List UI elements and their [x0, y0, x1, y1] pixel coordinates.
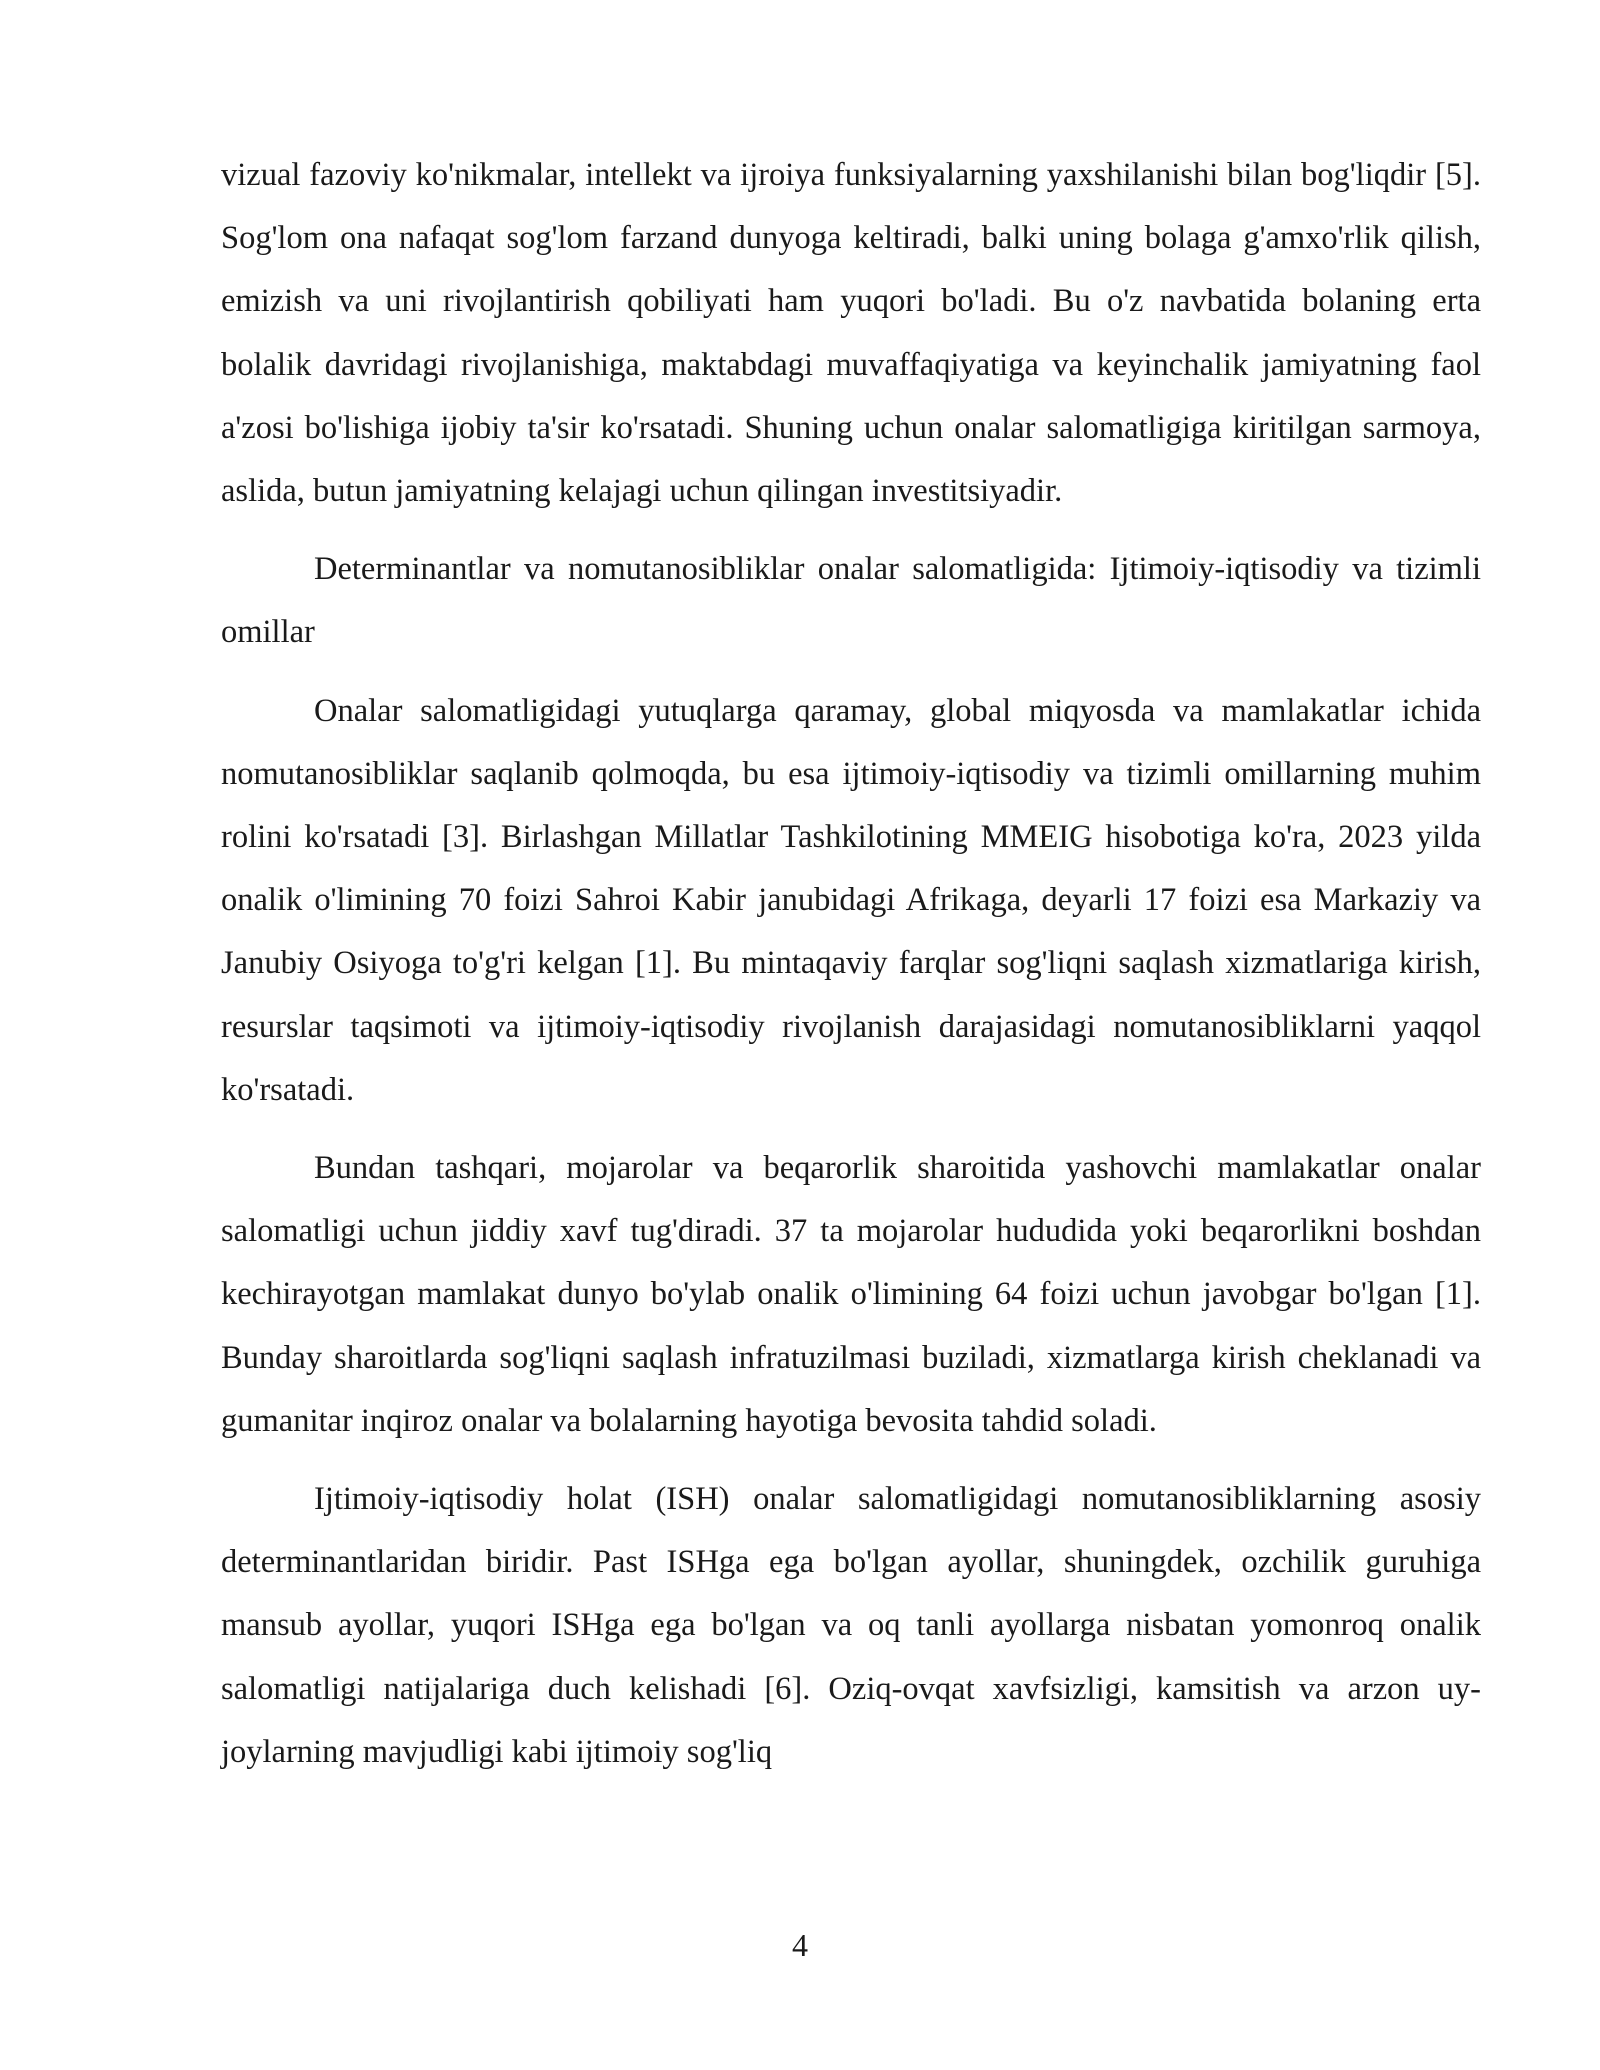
paragraph-continuation: vizual fazoviy ko'nikmalar, intellekt va ijroiya funksiyalarning yaxshilanishi bilan bog'liqdir [5]. Sog'lom ona nafaqat sog'lom farzand dunyoga keltiradi, balki uning bolaga g'amxo'rlik qilish, emizish va uni rivojlantirish qobiliyati ham yuqori bo'ladi. Bu o'z navbatida bolaning erta bolalik davridagi rivojlanishiga, maktabdagi muvaffaqiyatiga va keyinchalik jamiyatning faol a'zosi bo'lishiga ijobiy ta'sir ko'rsatadi. Shuning uchun onalar salomatligiga kiritilgan sarmoya, aslida, butun jamiyatning kelajagi uchun qilingan investitsiyadir. — [221, 157, 1481, 510]
page-number: 4 — [792, 1927, 808, 1963]
paragraph-socioeconomic-status: Ijtimoiy-iqtisodiy holat (ISH) onalar salomatligidagi nomutanosibliklarning asosiy determinantlaridan biridir. Past ISHga ega bo'lgan ayollar, shuningdek, ozchilik guruhiga mansub ayollar, yuqori ISHga ega bo'lgan va oq tanli ayollarga nisbatan yomonroq onalik salomatligi natijalariga duch kelishadi [6]. Oziq-ovqat xavfsizligi, kamsitish va arzon uy-joylarning mavjudligi kabi ijtimoiy sog'liq — [221, 1481, 1481, 1770]
paragraph-regional-disparities: Onalar salomatligidagi yutuqlarga qaramay, global miqyosda va mamlakatlar ichida nomutanosibliklar saqlanib qolmoqda, bu esa ijtimoiy-iqtisodiy va tizimli omillarning muhim rolini ko'rsatadi [3]. Birlashgan Millatlar Tashkilotining MMEIG hisobotiga ko'ra, 2023 yilda onalik o'limining 70 foizi Sahroi Kabir janubidagi Afrikaga, deyarli 17 foizi esa Markaziy va Janubiy Osiyoga to'g'ri kelgan [1]. Bu mintaqaviy farqlar sog'liqni saqlash xizmatlariga kirish, resurslar taqsimoti va ijtimoiy-iqtisodiy rivojlanish darajasidagi nomutanosibliklarni yaqqol ko'rsatadi. — [221, 692, 1481, 1108]
section-heading: Determinantlar va nomutanosibliklar onalar salomatligida: Ijtimoiy-iqtisodiy va tizimli omillar — [221, 551, 1481, 651]
paragraph-conflict-settings: Bundan tashqari, mojarolar va beqarorlik sharoitida yashovchi mamlakatlar onalar salomatligi uchun jiddiy xavf tug'diradi. 37 ta mojarolar hududida yoki beqarorlikni boshdan kechirayotgan mamlakat dunyo bo'ylab onalik o'limining 64 foizi uchun javobgar bo'lgan [1]. Bunday sharoitlarda sog'liqni saqlash infratuzilmasi buziladi, xizmatlarga kirish cheklanadi va gumanitar inqiroz onalar va bolalarning hayotiga bevosita tahdid soladi. — [221, 1150, 1481, 1439]
body-text — [221, 144, 1481, 1799]
